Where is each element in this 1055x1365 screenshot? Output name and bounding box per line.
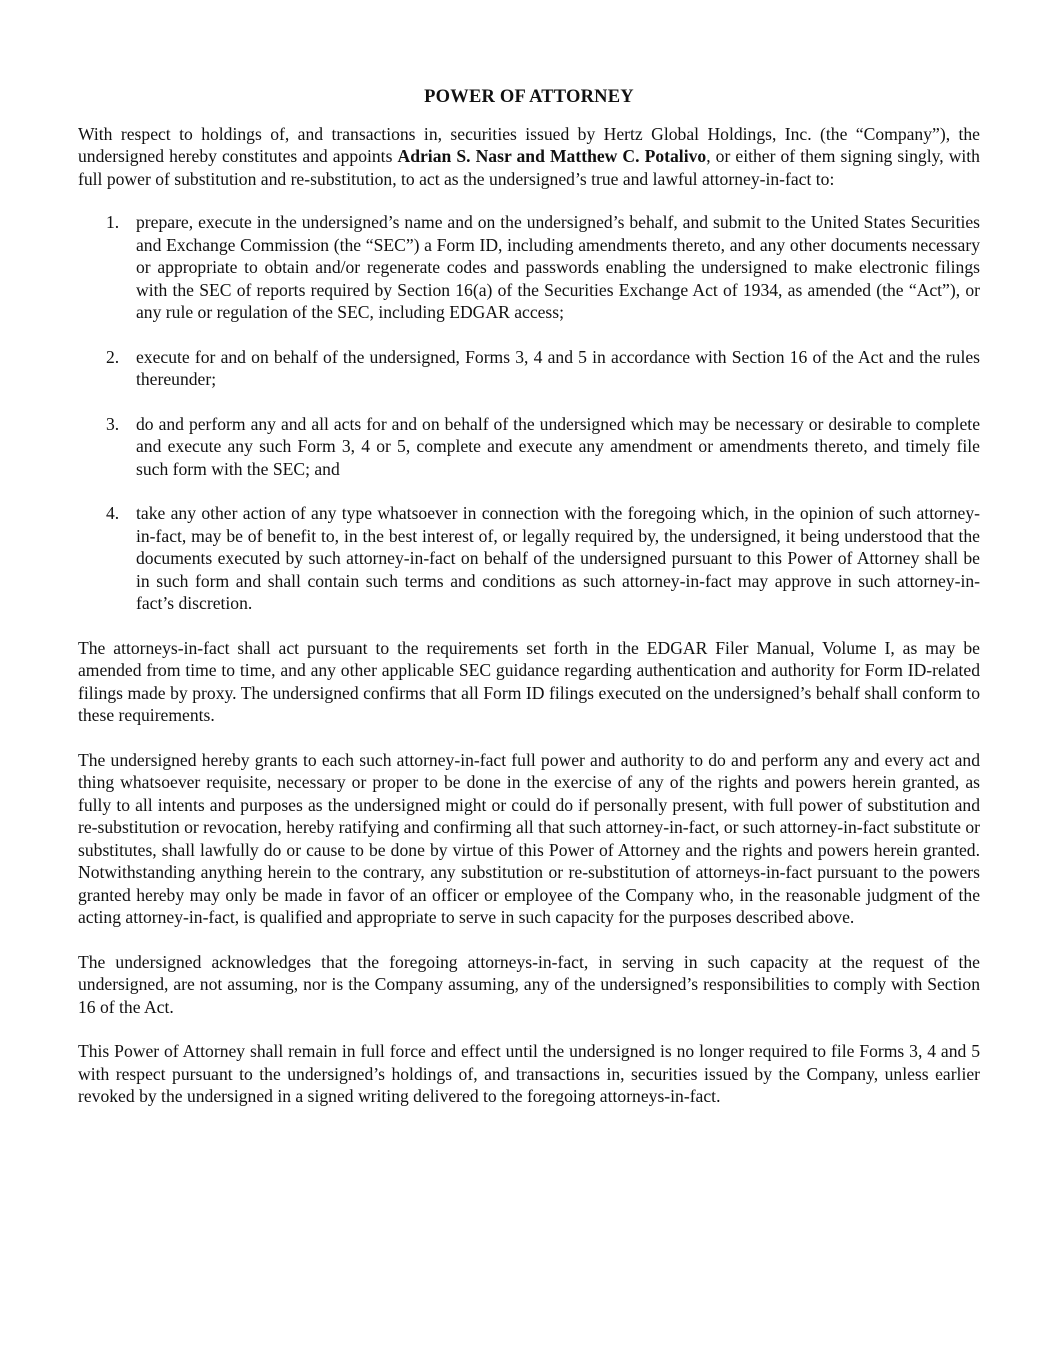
- list-item-text: do and perform any and all acts for and on behalf of the undersigned which may be necessary or desirable to complete and execute any such Form 3, 4 or 5, complete and execute any amendment or amendments thereto, and timely file such form with the SEC; and: [136, 413, 980, 479]
- intro-paragraph: [78, 123, 980, 191]
- intro-text-before: With respect to holdings of, and transactions in, securities issued by Hertz Global Holdings, Inc. (the “Company”), the undersigned hereby constitutes and appoints: [78, 123, 980, 166]
- list-item-number: 2.: [106, 346, 120, 367]
- attorney-names: Adrian S. Nasr and Matthew C. Potalivo: [397, 146, 707, 166]
- powers-list: [78, 211, 980, 615]
- intro-text-after: , or either of them signing singly, with full power of substitution and re-substitution, to act as the undersigned’s true and lawful attorney-in-fact to:: [78, 146, 980, 189]
- list-item: [106, 413, 980, 481]
- list-item-number: 4.: [106, 503, 120, 523]
- list-item: [106, 502, 980, 615]
- edgar-requirements-paragraph: The attorneys-in-fact shall act pursuant to the requirements set forth in the EDGAR Filer Manual, Volume I, as may be amended from time to time, and any other applicable SEC guidance regarding authentication and authority for Form ID-related filings made by proxy. The undersigned confirms that all Form ID filings executed on the undersigned’s behalf shall conform to these requirements.: [78, 637, 980, 725]
- list-item: [106, 211, 980, 324]
- list-item-text: prepare, execute in the undersigned’s name and on the undersigned’s behalf, and submit to the United States Securities and Exchange Commission (the “SEC”) a Form ID, including amendments thereto, and any other documents necessary or appropriate to obtain and/or regenerate codes and passwords enabling the undersigned to make electronic filings with the SEC of reports required by Section 16(a) of the Securities Exchange Act of 1934, as amended (the “Act”), or any rule or regulation of the SEC, including EDGAR access;: [136, 212, 980, 322]
- document-title: POWER OF ATTORNEY: [424, 87, 634, 107]
- list-item-number: 1.: [106, 212, 120, 232]
- acknowledgement-paragraph: The undersigned acknowledges that the foregoing attorneys-in-fact, in serving in such capacity at the request of the undersigned, are not assuming, nor is the Company assuming, any of the undersigned’s responsibilities to comply with Section 16 of the Act.: [78, 951, 980, 1017]
- list-item-text: take any other action of any type whatsoever in connection with the foregoing which, in the opinion of such attorney-in-fact, may be of benefit to, in the best interest of, or legally required by, the undersigned, it being understood that the documents executed by such attorney-in-fact on behalf of the undersigned pursuant to this Power of Attorney shall be in such form and shall contain such terms and conditions as such attorney-in-fact may approve in such attorney-in-fact’s discretion.: [136, 503, 980, 613]
- duration-paragraph: This Power of Attorney shall remain in full force and effect until the undersigned is no longer required to file Forms 3, 4 and 5 with respect pursuant to the undersigned’s holdings of, and transactions in, securities issued by the Company, unless earlier revoked by the undersigned in a signed writing delivered to the foregoing attorneys-in-fact.: [78, 1041, 980, 1106]
- grant-of-authority-paragraph: The undersigned hereby grants to each such attorney-in-fact full power and authority to do and perform any and every act and thing whatsoever requisite, necessary or proper to be done in the exercise of any of the rights and powers herein granted, as fully to all intents and purposes as the undersigned might or could do if personally present, with full power of substitution and re-substitution or revocation, hereby ratifying and confirming all that such attorney-in-fact, or such attorney-in-fact substitute or substitutes, shall lawfully do or cause to be done by virtue of this Power of Attorney and the rights and powers herein granted. Notwithstanding anything herein to the contrary, any substitution or re-substitution of attorneys-in-fact pursuant to the powers granted hereby may only be made in favor of an officer or employee of the Company who, in the reasonable judgment of the acting attorney-in-fact, is qualified and appropriate to serve in such capacity for the purposes described above.: [78, 749, 980, 927]
- list-item: [106, 346, 980, 391]
- list-item-text: execute for and on behalf of the undersigned, Forms 3, 4 and 5 in accordance with Section 16 of the Act and the rules thereunder;: [136, 346, 980, 389]
- list-item-number: 3.: [106, 413, 120, 434]
- document-page: [78, 86, 980, 1130]
